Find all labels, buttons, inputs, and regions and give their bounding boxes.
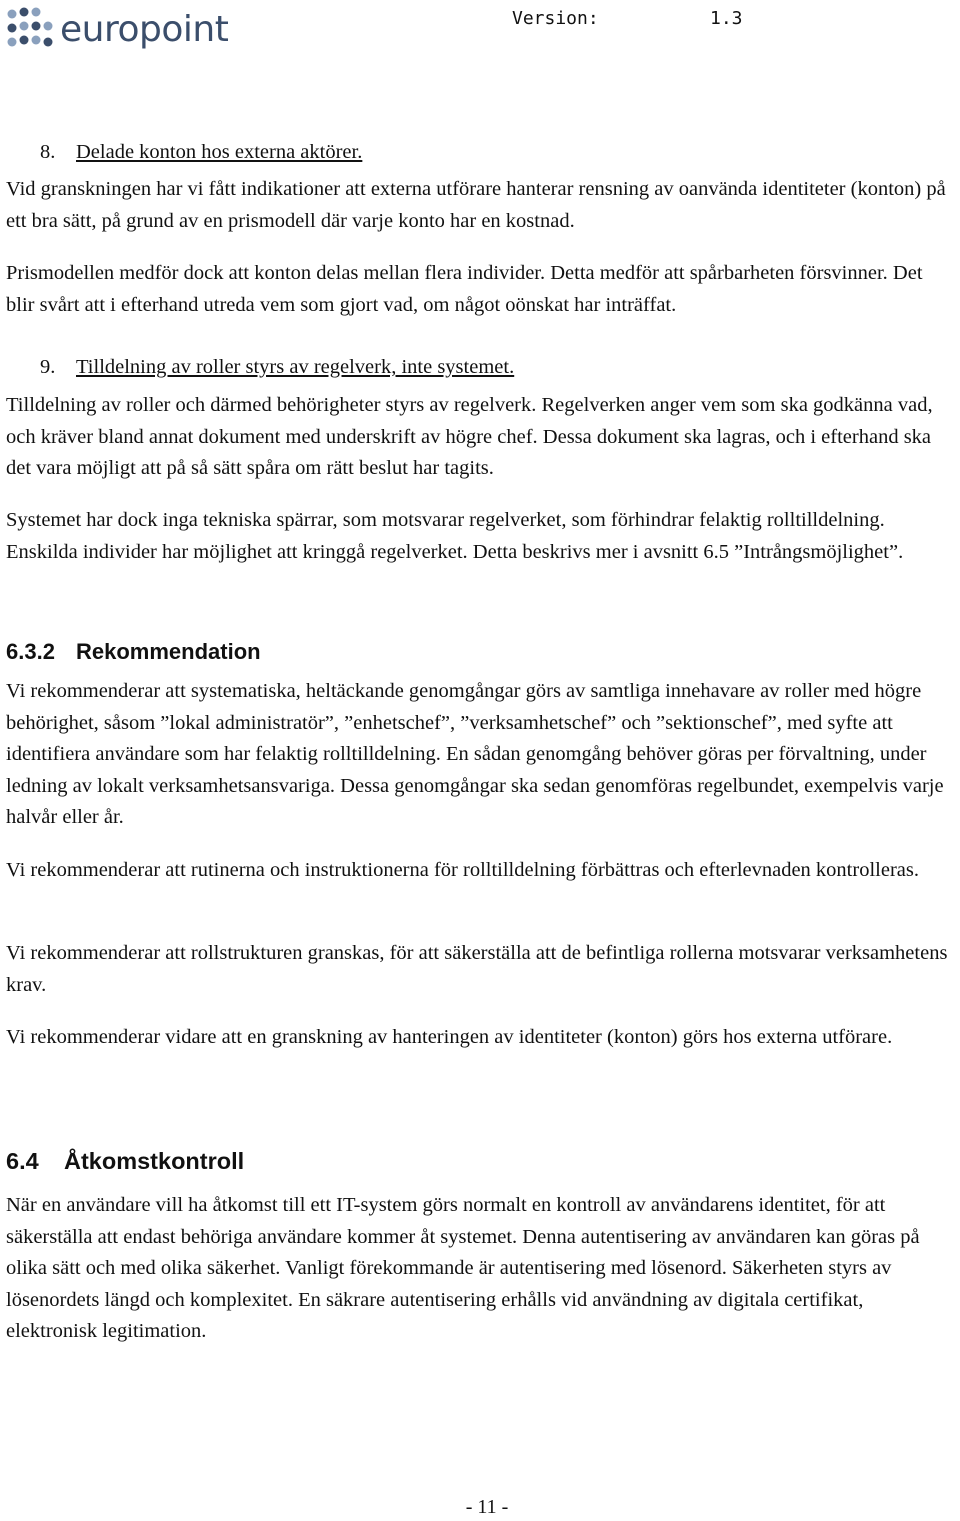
section-632-title: Rekommendation xyxy=(76,639,261,664)
recommendation-paragraph-1: Vi rekommenderar att systematiska, heltäckande genomgångar görs av samtliga innehavare av roller med högre behörighet, såsom ”lokal administratör”, ”enhetschef”, ”verksamhetschef” och ”sektionschef”, med syfte att identifiera användare som har felaktig rolltilldelning. En sådan genomgång behöver göras per förvaltning, under ledning av lokalt verksamhetsansvariga. Dessa genomgångar ska sedan genomföras regelbundet, exempelvis varje halvår eller år. xyxy=(6,680,944,828)
recommendation-paragraph-4: Vi rekommenderar vidare att en granskning av hanteringen av identiteter (konton) görs hos externa utförare. xyxy=(6,1026,893,1048)
dots-logo-icon xyxy=(6,6,56,54)
section-64-number: 6.4 xyxy=(6,1148,39,1174)
section-9-paragraph-1: Tilldelning av roller och därmed behörigheter styrs av regelverk. Regelverken anger vem som ska godkänna vad, och kräver bland annat dokument med underskrift av högre chef. Dessa dokument ska lagras, och i efterhand ska det vara möjligt att på så sätt spåra om rätt beslut har tagits. xyxy=(6,394,933,479)
version-label: Version: xyxy=(512,8,599,29)
section-632-number: 6.3.2 xyxy=(6,639,55,664)
section-8-paragraph-2: Prismodellen medför dock att konton delas mellan flera individer. Detta medför att spårbarheten försvinner. Det blir svårt att i efterhand utreda vem som gjort vad, om något oönskat har inträffat. xyxy=(6,262,923,316)
page-footer xyxy=(0,1496,960,1519)
logo-text: europoint xyxy=(60,9,229,50)
section-8-number: 8. xyxy=(40,141,56,163)
section-9-heading xyxy=(40,352,960,384)
section-9-number: 9. xyxy=(40,356,56,378)
version-value: 1.3 xyxy=(710,8,743,29)
version-info xyxy=(512,8,743,29)
recommendation-paragraph-2: Vi rekommenderar att rutinerna och instruktionerna för rolltilldelning förbättras och efterlevnaden kontrolleras. xyxy=(6,859,919,881)
recommendation-paragraph-3: Vi rekommenderar att rollstrukturen granskas, för att säkerställa att de befintliga rollerna motsvarar verksamhetens krav. xyxy=(6,942,948,996)
europoint-logo xyxy=(6,6,236,54)
section-8-paragraph-1: Vid granskningen har vi fått indikationer att externa utförare hanterar rensning av oanvända identiteter (konton) på ett bra sätt, på grund av en prismodell där varje konto har en kostnad. xyxy=(6,178,946,232)
section-64-heading xyxy=(6,1146,244,1176)
section-632-heading xyxy=(6,637,261,667)
section-9-title: Tilldelning av roller styrs av regelverk, inte systemet. xyxy=(76,356,515,378)
access-control-paragraph: När en användare vill ha åtkomst till ett IT-system görs normalt en kontroll av användarens identitet, för att säkerställa att endast behöriga användare kommer åt systemet. Denna autentisering av användaren kan göras på olika sätt och med olika säkerhet. Vanligt förekommande är autentisering med lösenord. Säkerheten styrs av lösenordets längd och komplexitet. En säkrare autentisering erhålls vid användning av digitala certifikat, elektronisk legitimation. xyxy=(6,1194,920,1342)
section-9-paragraph-2: Systemet har dock inga tekniska spärrar, som motsvarar regelverket, som förhindrar felaktig rolltilldelning. Enskilda individer har möjlighet att kringgå regelverket. Detta beskrivs mer i avsnitt 6.5 ”Intrångsmöjlighet”. xyxy=(6,509,904,563)
section-64-title: Åtkomstkontroll xyxy=(64,1148,245,1174)
page-number: - 11 - xyxy=(465,1496,509,1518)
section-8-title: Delade konton hos externa aktörer. xyxy=(76,141,363,163)
section-8-heading xyxy=(40,137,960,169)
page-header xyxy=(0,0,960,60)
